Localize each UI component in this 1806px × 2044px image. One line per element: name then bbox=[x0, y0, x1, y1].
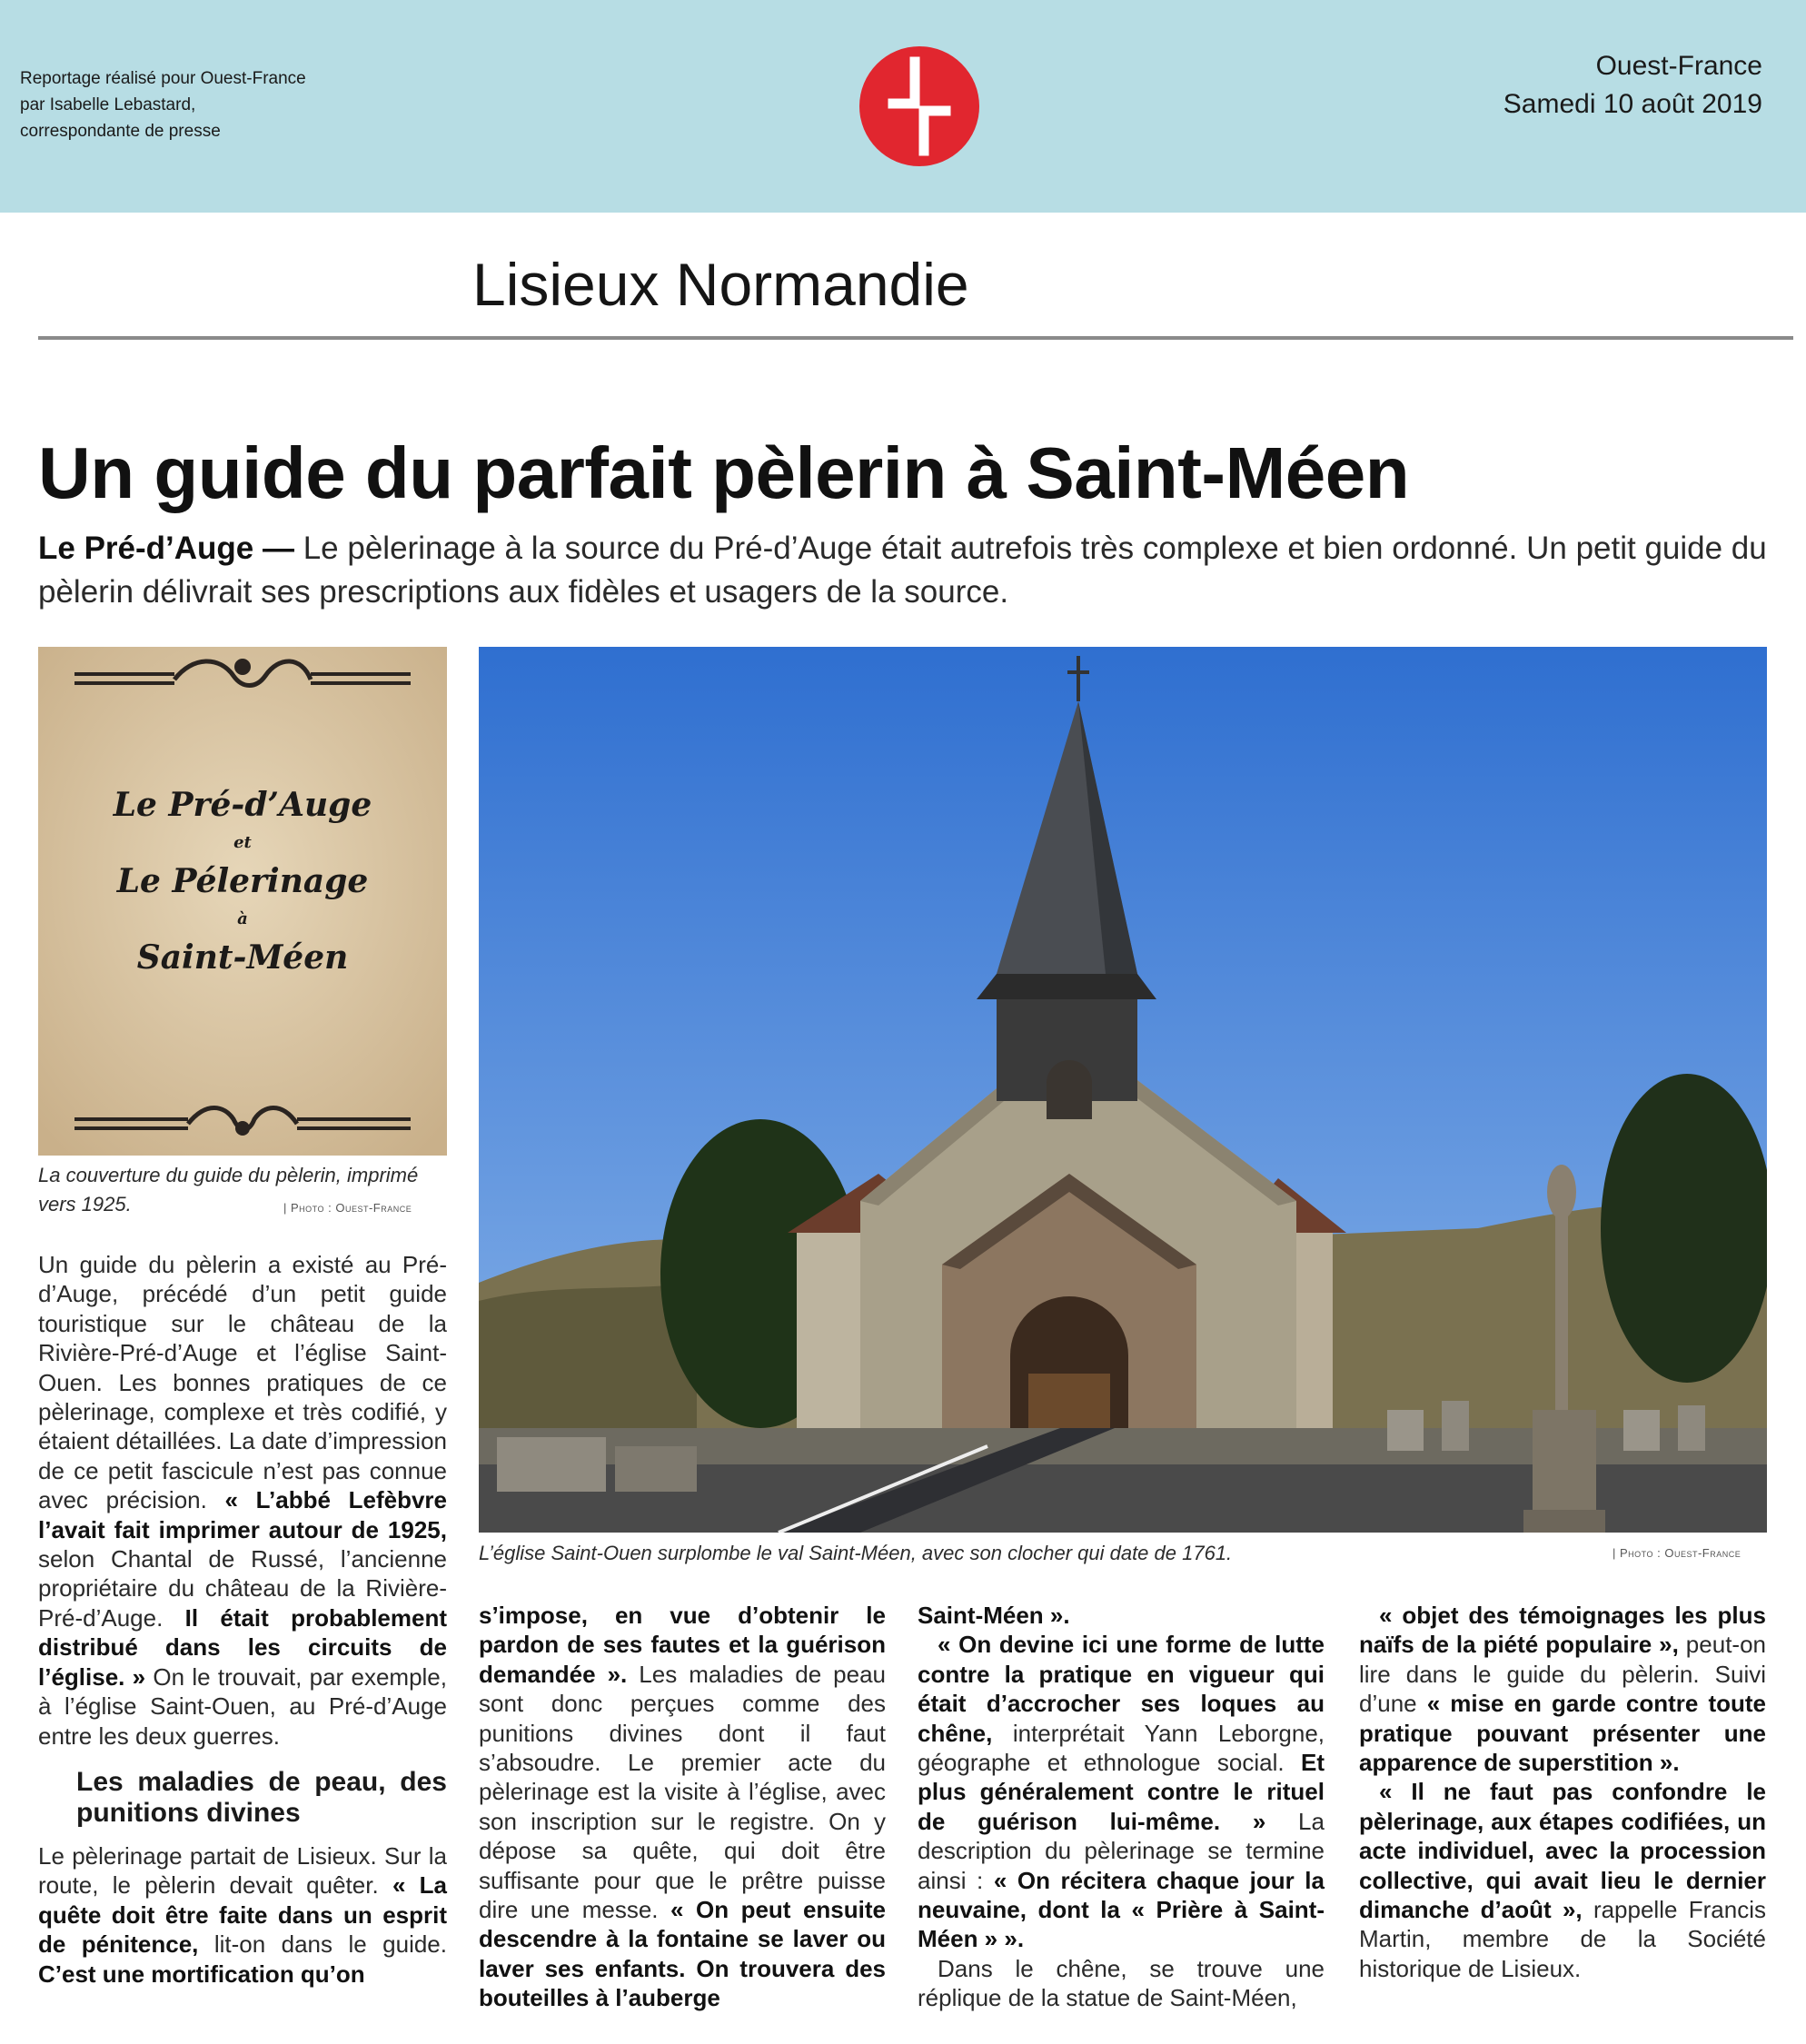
col3-quote: Saint-Méen ». bbox=[918, 1602, 1070, 1629]
church-photo bbox=[479, 647, 1767, 1533]
col3-quote: « On récitera chaque jour la neuvaine, dont la « Prière à Saint-Méen » ». bbox=[918, 1866, 1325, 1953]
col4-quote: « Il ne faut pas confondre le pèlerinage, aux étapes codifiées, un acte individuel, avec la procession collective, qui avait lieu le dernier dimanche d’août », bbox=[1359, 1778, 1766, 1924]
photo-caption: L’église Saint-Ouen surplombe le val Saint-Méen, avec son clocher qui date de 1761. bbox=[479, 1542, 1233, 1564]
section-title: Lisieux Normandie bbox=[472, 251, 969, 318]
cover-title-4: à bbox=[237, 909, 248, 928]
article-column-3 bbox=[918, 1601, 1325, 2013]
section-divider bbox=[38, 336, 1793, 340]
col1-text: Un guide du pèlerin a existé au Pré-d’Auge, précédé d’un petit guide touristique sur le château de la Rivière-Pré-d’Auge et l’église Saint-Ouen. Les bonnes pratiques de ce pèlerinage, complexe et très codifié, y étaient détaillées. La date d’impression de ce petit fascicule n’est pas connue avec précision. bbox=[38, 1251, 447, 1514]
article-column-4 bbox=[1359, 1601, 1766, 1983]
publication-date: Samedi 10 août 2019 bbox=[1503, 89, 1762, 119]
col1-quote: « La quête doit être faite dans un esprit de pénitence, bbox=[38, 1871, 447, 1959]
col3-paragraph-1 bbox=[918, 1601, 1325, 1630]
guide-cover-image bbox=[38, 647, 447, 1156]
standfirst bbox=[38, 527, 1782, 614]
col4-paragraph-1 bbox=[1359, 1601, 1766, 1777]
col4-paragraph-2 bbox=[1359, 1777, 1766, 1983]
standfirst-text: Le pèlerinage à la source du Pré-d’Auge était autrefois très complexe et bien ordonné. Un petit guide du pèlerin délivrait ses prescriptions aux fidèles et usagers de la source. bbox=[38, 531, 1767, 610]
col4-text: peut-on lire dans le guide du pèlerin. Suivi d’une bbox=[1359, 1631, 1766, 1718]
col2-quote: « On peut ensuite descendre à la fontaine se laver ou laver ses enfants. On trouvera des bouteilles à l’auberge bbox=[479, 1896, 886, 2012]
cover-title-3: Le Pélerinage bbox=[116, 862, 369, 900]
church-illustration bbox=[479, 647, 1767, 1533]
col4-quote: « mise en garde contre toute pratique pouvant présenter une apparence de superstition ». bbox=[1359, 1690, 1766, 1777]
col3-quote: « On devine ici une forme de lutte contre la pratique en vigueur qui était d’accrocher ses loques au chêne, bbox=[918, 1631, 1325, 1747]
col3-text: La description du pèlerinage se termine ainsi : bbox=[918, 1807, 1325, 1894]
col3-text: interprétait Yann Leborgne, géographe et ethnologue social. bbox=[918, 1719, 1325, 1777]
col3-paragraph-3: Dans le chêne, se trouve une réplique de la statue de Saint-Méen, bbox=[918, 1954, 1325, 2012]
col1-quote: Il était probablement distribué dans les circuits de l’église. » bbox=[38, 1603, 447, 1691]
col1-text: lit-on dans le guide. bbox=[198, 1930, 447, 1959]
cover-photo-credit: | Photo : Ouest-France bbox=[283, 1201, 412, 1215]
col4-text: rappelle Francis Martin, membre de la Société historique de Lisieux. bbox=[1359, 1896, 1766, 1982]
col1-paragraph-2 bbox=[38, 1841, 447, 1989]
standfirst-place: Le Pré-d’Auge — bbox=[38, 531, 294, 566]
cover-caption: La couverture du guide du pèlerin, imprimé vers 1925. bbox=[38, 1164, 419, 1215]
article-column-2 bbox=[479, 1601, 886, 2013]
photo-credit: | Photo : Ouest-France bbox=[1612, 1546, 1742, 1560]
col1-quote: C’est une mortification qu’on bbox=[38, 1960, 365, 1988]
subheading: Les maladies de peau, des punitions divines bbox=[76, 1766, 447, 1828]
cover-title-1: Le Pré-d’Auge bbox=[113, 786, 372, 824]
col4-quote: « objet des témoignages les plus naïfs de la piété populaire », bbox=[1359, 1602, 1766, 1659]
col1-text: selon Chantal de Russé, l’ancienne propriétaire du château de la Rivière-Pré-d’Auge. bbox=[38, 1545, 447, 1632]
col3-paragraph-2 bbox=[918, 1630, 1325, 1953]
col2-text: Les maladies de peau sont donc perçues comme des punitions divines dont il faut s’absoudre. Le premier acte du pèlerinage est la visite à l’église, avec son inscription sur le registre. On y dépose sa quête, qui doit être suffisante pour que le prêtre puisse dire une messe. bbox=[479, 1660, 887, 1924]
col1-quote: « L’abbé Lefèbvre l’avait fait imprimer autour de 1925, bbox=[38, 1486, 447, 1543]
col1-paragraph-1 bbox=[38, 1250, 447, 1751]
headline: Un guide du parfait pèlerin à Saint-Méen bbox=[38, 432, 1410, 513]
newspaper-name: Ouest-France bbox=[1595, 51, 1762, 81]
cover-title-5: Saint-Méen bbox=[136, 938, 349, 977]
newspaper-info bbox=[1503, 47, 1762, 124]
ouest-france-logo-icon bbox=[858, 45, 980, 167]
reportage-credit: Reportage réalisé pour Ouest-France par Isabelle Lebastard, correspondante de presse bbox=[20, 69, 306, 141]
col1-text: On le trouvait, par exemple, à l’église Saint-Ouen, au Pré-d’Auge entre les deux guerres. bbox=[38, 1662, 447, 1750]
col2-paragraph-1 bbox=[479, 1601, 886, 2013]
col2-quote: s’impose, en vue d’obtenir le pardon de ses fautes et la guérison demandée ». bbox=[479, 1602, 886, 1688]
cover-title-2: et bbox=[233, 833, 252, 852]
article-column-1 bbox=[38, 1250, 447, 1989]
col3-quote: Et plus généralement contre le rituel de guérison lui-même. » bbox=[918, 1749, 1325, 1835]
col1-text: Le pèlerinage partait de Lisieux. Sur la route, le pèlerin devait quêter. bbox=[38, 1841, 447, 1900]
